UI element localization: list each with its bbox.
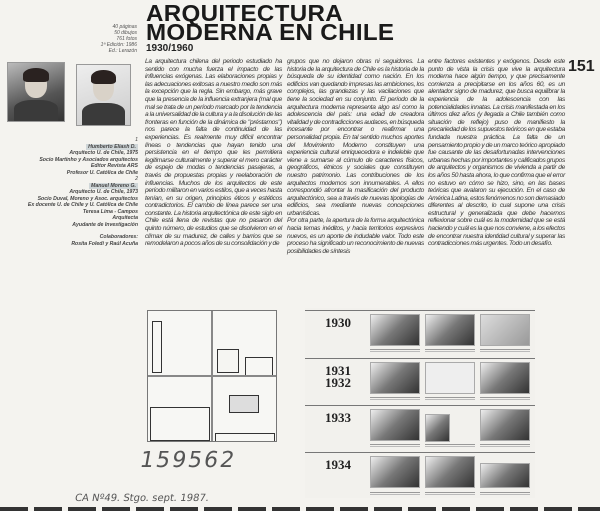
page-edge [0, 507, 600, 511]
collaborators-names: Rosita Foledi y Raúl Acuña [71, 240, 138, 247]
author-line: Ayudante de Investigación [72, 221, 138, 228]
year-label: 1934 [325, 457, 351, 472]
year-label: 1930 [325, 315, 351, 330]
timeline-row [305, 310, 535, 355]
author-line: Ex docente U. de Chile y U. Católica de Chile [27, 202, 138, 208]
paragraph: entre factores existentes y exógenos. Desde este punto de vista la crisis que vive la arquitectura moderna hace algún tiempo, y que precisamente comienza a precipitarse en los años 60, es un alentador signo de madurez, que busca equilibrar la experiencia de la adolescencia con las potencialidades innatas. La crisis manifestada en los últimos diez años (y llegada a Chile también como situación de reflejo) puso de manifiesto la precariedad de los supuestos teóricos en que estaba fundada nuestra práctica. La falta de un pensamiento propio y de un marco teórico apropiado fue causante de las desafortunadas intervenciones urbanas hechas por importantes y calificados grupos de arquitectos y organismos de vivienda a partir de los años 50 hasta ahora, lo que confirma que el error no estuvo en cómo se hizo, sino, en las bases teóricas que avalaron su ejecución. En el caso de América Latina, estos fenómenos no son demasiado diferentes al descrito, lo cual supone una crisis estructural y generalizada que debe hacernos reflexionar sobre cuál es la modernidad que se está haciendo y cuál es la que nos conviene, a los efectos de encontrar nuestra identidad cultural y superar las contradicciones más urgentes. Todo un desafío. [428, 58, 565, 248]
article-subtitle: 1930/1960 [146, 43, 194, 54]
drawing-elevation-4 [213, 377, 276, 441]
building-photo [425, 314, 475, 346]
timeline-panel [305, 308, 535, 498]
text-column-1 [145, 58, 282, 248]
building-photo [480, 409, 530, 441]
architectural-drawings [147, 310, 277, 442]
author-line: Teresa Lima - Campos [82, 208, 138, 215]
book-metadata [60, 24, 137, 54]
paragraph: Por otra parte, la apertura de la forma arquitectónica hacia temas inéditos, y hacia territorios expresivos nuevos, es un aporte de indudable valor. Todo este proceso ha significado un reconocimiento de nuevas posibilidades de síntesis [287, 217, 424, 255]
year-label: 1931 1932 [325, 363, 351, 390]
building-photo [370, 362, 420, 394]
meta-drawings: 50 dibujos [114, 30, 137, 36]
title-line-1: ARQUITECTURA [146, 0, 343, 26]
building-photo [370, 456, 420, 488]
title-line-2: MODERNA EN CHILE [146, 19, 395, 45]
meta-edition: 1ª Edición: 1986 [100, 42, 137, 48]
timeline-row [305, 358, 535, 403]
author-number: 1 [135, 137, 138, 143]
drawing-elevation-1 [148, 311, 211, 375]
author-name: Humberto Eliash D. [88, 143, 136, 150]
author-line: Socio Martinho y Asociados arquitectos [39, 156, 138, 163]
handwritten-number: 159562 [137, 448, 239, 473]
author-line: Socio Duval, Moreno y Asoc. arquitectos [37, 195, 138, 202]
author-line: Editor Revista ARS [90, 163, 138, 169]
drawing-elevation-3 [148, 377, 211, 441]
building-photo [480, 362, 530, 394]
author-line: Arquitecto U. de Chile, 1975 [69, 150, 138, 156]
author-line: Profesor U. Católica de Chile [66, 169, 138, 176]
building-photo [425, 456, 475, 488]
timeline-row [305, 452, 535, 498]
handwritten-note: CA Nº49. Stgo. sept. 1987. [74, 493, 210, 504]
building-photo [370, 409, 420, 441]
author-line: Arquitecto U. de Chile, 1973 [69, 189, 138, 195]
author-name: Manuel Moreno G. [91, 182, 136, 189]
building-photo [425, 362, 475, 394]
building-photo [480, 314, 530, 346]
paragraph: La arquitectura chilena del periodo estudiado ha sentido con mucha fuerza el impacto de las influencias exógenas. Las elaboraciones propias y las adecuaciones exitosas a nuestro medio son más la excepción que la regla. Sin embargo, más grave que la presencia de la influencia extranjera (mal que mal se trata de un período marcado por la tendencia a la universalidad de la cultura y a la disolución de las fronteras en función de la dinámica de "préstamos") nos parece la falta de continuidad de las experiencias. Es realmente muy difícil encontrar líneas o tendencias que hayan tenido una persistencia en el tiempo que les permitiera legitimarse culturalmente y superar el mero carácter de espejo de modas o tendencias pasajeras, a través de propuestas propias y reelaboración de influencias. Muchos de los arquitectos de este período militaron en varios estilos, que a veces hasta tenían, en su origen, principios éticos y estéticos contradictorios. El cambio de línea parece ser una constante. La historia arquitectónica de este siglo en Chile está llena de revistas que no pasaron del quinto número, de estudios que se disolvieron en el clímax de su madurez, de calles y barrios que se remodelaron a pocos años de su consolidación y de [145, 58, 282, 248]
building-photo [370, 314, 420, 346]
timeline-row [305, 405, 535, 450]
author-photo-2 [76, 64, 131, 126]
page-number: 151 [568, 58, 595, 75]
article-title [146, 0, 395, 45]
year-label: 1933 [325, 410, 351, 425]
meta-photos: 761 fotos [116, 36, 137, 42]
text-column-2 [287, 58, 424, 255]
author-line: Arquitecta [112, 215, 138, 221]
building-photo [425, 414, 450, 442]
collaborators-label: Colaboradores: [99, 234, 138, 240]
author-number: 2 [135, 176, 138, 182]
paragraph: grupos que no dejaron obras ni seguidores. La historia de la arquitectura de Chile es la historia de la búsqueda de su identidad como nación. En los edificios van quedando impresas las ambiciones, los complejos, las grandezas y las vacilaciones que tiene la sociedad en su conjunto. El período de la arquitectura moderna representa algo así como la adolescencia del país: una edad de creadora vitalidad y de contradicciones audaces, en búsqueda incesante por encontrar o reafirmar una personalidad propia. En tal sentido muchos aportes del Movimiento Moderno constituyen una experiencia cultural enriquecedora e indeleble que viene a sumarse al cúmulo de caracteres físicos, geográficos, étnicos y sociales que constituyen nuestro patrimonio. Las contribuciones de los arquitectos modernos son innumerables. A ellos correspondió afrontar la masificación del producto arquitectónico, sea a través de nuevas tipologías de edificios, sea mediante nuevas concepciones urbanísticas. [287, 58, 424, 217]
drawing-elevation-2 [213, 311, 276, 375]
meta-pages: 40 páginas [112, 24, 137, 30]
meta-publisher: Ed.: Lerazón [108, 48, 137, 54]
author-photo-1 [7, 62, 65, 122]
building-photo [480, 463, 530, 488]
text-column-3 [428, 58, 565, 248]
author-credits [8, 137, 138, 247]
